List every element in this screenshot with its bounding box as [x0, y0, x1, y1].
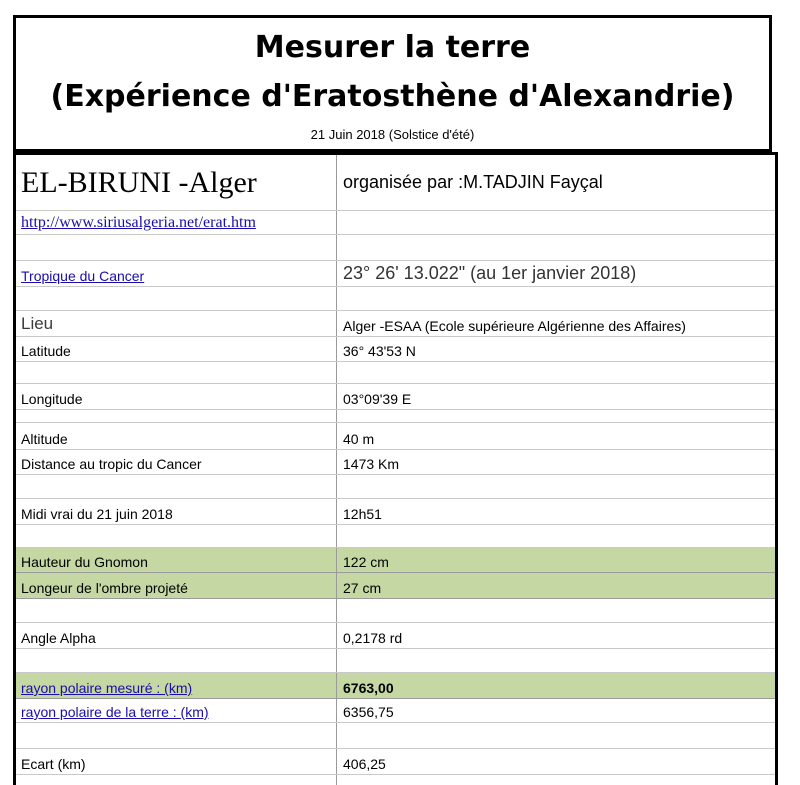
table-row [16, 287, 775, 311]
header-box [13, 15, 772, 152]
table-row [16, 450, 775, 475]
rayon-mesure-value: 6763,00 [343, 680, 394, 696]
table-row [16, 775, 775, 785]
table-row [16, 384, 775, 410]
longitude-value: 03°09'39 E [343, 391, 412, 407]
page-title: Mesurer la terre [254, 30, 531, 65]
table-row [16, 623, 775, 649]
distance-value: 1473 Km [343, 456, 400, 472]
ecart-label: Ecart (km) [21, 756, 86, 772]
rayon-mesure-link[interactable]: rayon polaire mesuré : (km) [21, 680, 193, 696]
table-row [16, 362, 775, 384]
table-row [16, 475, 775, 499]
table-row [16, 749, 775, 775]
website-cell [16, 211, 337, 234]
club-name: EL-BIRUNI -Alger [16, 155, 337, 210]
table-row [16, 548, 775, 573]
table-row [16, 155, 775, 211]
tropic-link[interactable]: Tropique du Cancer [21, 268, 145, 284]
table-row [16, 261, 775, 287]
midi-label: Midi vrai du 21 juin 2018 [21, 506, 173, 522]
table-row [16, 599, 775, 623]
latitude-value: 36° 43'53 N [343, 343, 416, 359]
midi-value: 12h51 [343, 506, 382, 522]
angle-value: 0,2178 rd [343, 630, 403, 646]
table-row [16, 311, 775, 337]
ombre-value: 27 cm [343, 580, 382, 596]
altitude-label: Altitude [21, 431, 68, 447]
tropic-value: 23° 26' 13.022" (au 1er janvier 2018) [343, 263, 637, 283]
table-row [16, 723, 775, 749]
distance-label: Distance au tropic du Cancer [21, 456, 202, 472]
table-row [16, 699, 775, 723]
table-row [16, 337, 775, 362]
table-row [16, 499, 775, 525]
table-row [16, 525, 775, 548]
website-link[interactable]: http://www.siriusalgeria.net/erat.htm [21, 214, 256, 231]
lieu-value: Alger -ESAA (Ecole supérieure Algérienne des Affaires) [343, 318, 686, 334]
longitude-label: Longitude [21, 391, 83, 407]
organizer: organisée par :M.TADJIN Fayçal [343, 172, 603, 192]
table-row [16, 235, 775, 261]
ecart-value: 406,25 [343, 756, 386, 772]
page-subtitle: (Expérience d'Eratosthène d'Alexandrie) [50, 79, 735, 114]
gnomon-label: Hauteur du Gnomon [21, 554, 148, 570]
angle-label: Angle Alpha [21, 630, 96, 646]
table-row [16, 649, 775, 673]
table-row [16, 211, 775, 235]
data-table [13, 152, 778, 785]
lieu-label: Lieu [21, 314, 54, 333]
rayon-terre-link[interactable]: rayon polaire de la terre : (km) [21, 704, 209, 720]
rayon-terre-value: 6356,75 [343, 704, 394, 720]
gnomon-value: 122 cm [343, 554, 389, 570]
table-row [16, 410, 775, 423]
table-row [16, 573, 775, 599]
table-row [16, 423, 775, 450]
altitude-value: 40 m [343, 431, 375, 447]
table-row [16, 673, 775, 699]
ombre-label: Longeur de l'ombre projeté [21, 580, 188, 596]
event-date: 21 Juin 2018 (Solstice d'été) [310, 127, 475, 142]
latitude-label: Latitude [21, 343, 71, 359]
